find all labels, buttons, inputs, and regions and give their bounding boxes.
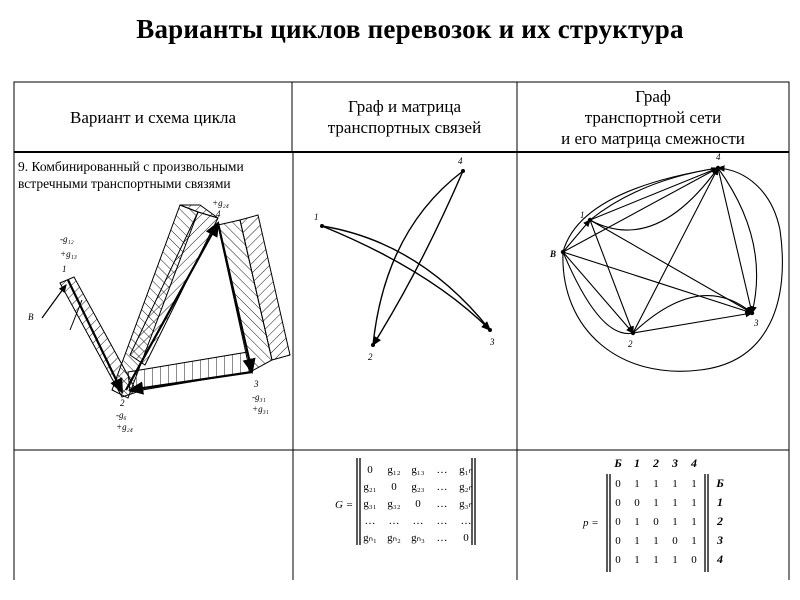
graph-edge xyxy=(373,171,463,345)
scheme-label: -g₁₂ xyxy=(60,234,74,244)
scheme-label: +g₃₁ xyxy=(252,404,269,414)
graph-label: 2 xyxy=(368,352,373,362)
g-matrix-cell: g₃₂ xyxy=(387,498,401,510)
g-matrix-cell: 0 xyxy=(415,498,421,510)
p-matrix-cell: 1 xyxy=(691,497,697,509)
g-matrix xyxy=(335,458,475,545)
graph-edge xyxy=(322,226,490,330)
network-label: 1 xyxy=(580,210,585,220)
header-line: и его матрица смежности xyxy=(561,128,745,148)
caption-line: 9. Комбинированный с произвольными xyxy=(18,159,244,174)
scheme-label: -g₆ xyxy=(116,410,127,420)
p-matrix xyxy=(582,456,724,572)
g-matrix-cell: … xyxy=(436,481,448,493)
p-matrix-cell: 1 xyxy=(691,535,697,547)
p-matrix-row-header: 2 xyxy=(717,514,723,528)
p-matrix-col-header: 1 xyxy=(634,456,640,470)
scheme-label: 3 xyxy=(254,379,259,389)
p-matrix-cell: 1 xyxy=(672,478,678,490)
p-matrix-col-header: 3 xyxy=(672,456,678,470)
graph-label: 4 xyxy=(458,156,463,166)
g-matrix-cells xyxy=(363,464,473,544)
network-edge xyxy=(563,168,783,371)
g-matrix-cell: … xyxy=(436,464,448,476)
p-matrix-cell: 1 xyxy=(672,497,678,509)
p-matrix-cell: 1 xyxy=(672,516,678,528)
graph-edge xyxy=(322,226,490,330)
g-matrix-cell: … xyxy=(436,532,448,544)
cycle-scheme xyxy=(28,198,290,432)
network-edge xyxy=(590,168,718,220)
g-matrix-cell: g₁ₙ xyxy=(459,464,473,476)
scheme-label: 2 xyxy=(120,398,125,408)
graph-label: 3 xyxy=(490,337,495,347)
graph-label: 1 xyxy=(314,212,319,222)
scheme-label: 4 xyxy=(216,209,221,219)
p-matrix-cell: 0 xyxy=(653,516,659,528)
p-matrix-cell: 0 xyxy=(634,497,640,509)
g-matrix-cell: 0 xyxy=(391,481,397,493)
p-matrix-row-header: 1 xyxy=(717,495,723,509)
p-matrix-cell: 1 xyxy=(634,554,640,566)
p-matrix-cell: 0 xyxy=(672,535,678,547)
p-matrix-cell: 1 xyxy=(672,554,678,566)
header-line: транспортных связей xyxy=(327,118,482,137)
p-matrix-cell: 1 xyxy=(653,535,659,547)
g-matrix-cell: gₙ₂ xyxy=(387,532,401,544)
g-matrix-cell: 0 xyxy=(367,464,373,476)
network-edge xyxy=(563,168,718,252)
p-matrix-cell: 1 xyxy=(653,554,659,566)
p-matrix-cell: 0 xyxy=(615,478,621,490)
g-matrix-cell: 0 xyxy=(463,532,469,544)
network-edge xyxy=(633,296,752,333)
p-matrix-cell: 1 xyxy=(653,497,659,509)
p-matrix-row-header: 3 xyxy=(717,533,723,547)
g-matrix-cell: g₁₃ xyxy=(411,464,425,476)
scheme-label: -g₃₁ xyxy=(252,392,266,402)
p-matrix-row-header: Б xyxy=(716,476,724,490)
header-line: Вариант и схема цикла xyxy=(69,107,236,127)
g-matrix-cell: … xyxy=(388,515,400,527)
g-matrix-cell: … xyxy=(364,515,376,527)
network-edge xyxy=(590,220,633,333)
g-matrix-cell: gₙ₃ xyxy=(411,532,425,544)
network-edge xyxy=(718,168,757,313)
g-matrix-cell: g₃ₙ xyxy=(459,498,473,510)
scheme-label: В xyxy=(28,312,34,322)
p-matrix-cell: 1 xyxy=(653,478,659,490)
p-matrix-cell: 0 xyxy=(615,554,621,566)
scheme-label: +g₁₃ xyxy=(60,249,77,259)
p-matrix-name: p = xyxy=(583,517,599,529)
g-matrix-cell: g₂ₙ xyxy=(459,481,473,493)
route-arrow xyxy=(42,285,66,318)
network-edge xyxy=(718,168,752,313)
p-matrix-cell: 0 xyxy=(615,497,621,509)
g-matrix-cell: … xyxy=(460,515,472,527)
slide-title: Варианты циклов перевозок и их структура xyxy=(136,14,684,44)
scheme-label: +g₂₄ xyxy=(116,422,133,432)
g-matrix-cell: … xyxy=(436,498,448,510)
connection-graph xyxy=(314,156,495,362)
p-matrix-cell: 0 xyxy=(691,554,697,566)
p-matrix-cell: 0 xyxy=(615,516,621,528)
scheme-label: +g₂₄ xyxy=(212,198,229,208)
network-edge xyxy=(633,313,752,333)
p-matrix-col-header: 2 xyxy=(653,456,659,470)
network-label: B xyxy=(550,249,557,259)
g-matrix-cell: g₃₁ xyxy=(363,498,377,510)
g-matrix-cell: … xyxy=(436,515,448,527)
g-matrix-name: G = xyxy=(335,499,354,511)
header-line: Граф xyxy=(635,86,671,106)
network-label: 3 xyxy=(754,318,759,328)
g-matrix-cell: … xyxy=(412,515,424,527)
g-matrix-cell: g₂₃ xyxy=(411,481,425,493)
g-matrix-cell: g₁₂ xyxy=(387,464,401,476)
p-matrix-col-header: 4 xyxy=(691,456,697,470)
scheme-label: 1 xyxy=(62,264,67,274)
network-label: 2 xyxy=(628,339,633,349)
g-matrix-cell: gₙ₁ xyxy=(363,532,377,544)
route-arrow xyxy=(68,280,122,392)
p-matrix-cell: 0 xyxy=(615,535,621,547)
network-label: 4 xyxy=(716,152,721,162)
network-edge xyxy=(563,220,590,252)
p-matrix-cell: 1 xyxy=(691,478,697,490)
network-edge xyxy=(563,252,633,333)
p-matrix-cell: 1 xyxy=(634,478,640,490)
network-graph xyxy=(549,152,782,371)
header-line: транспортной сети xyxy=(584,107,722,127)
p-matrix-cells xyxy=(615,478,697,566)
network-edge xyxy=(563,252,752,313)
g-matrix-cell: g₂₁ xyxy=(363,481,377,493)
p-matrix-cell: 1 xyxy=(634,535,640,547)
p-matrix-row-header: 4 xyxy=(717,552,723,566)
caption-line: встречными транспортными связями xyxy=(18,176,231,191)
p-matrix-cell: 1 xyxy=(634,516,640,528)
p-matrix-cell: 1 xyxy=(691,516,697,528)
header-line: Граф и матрица xyxy=(347,97,462,116)
network-edge xyxy=(633,168,718,333)
network-edge xyxy=(590,168,718,230)
p-matrix-col-header: Б xyxy=(614,456,622,470)
graph-edge xyxy=(373,171,463,345)
